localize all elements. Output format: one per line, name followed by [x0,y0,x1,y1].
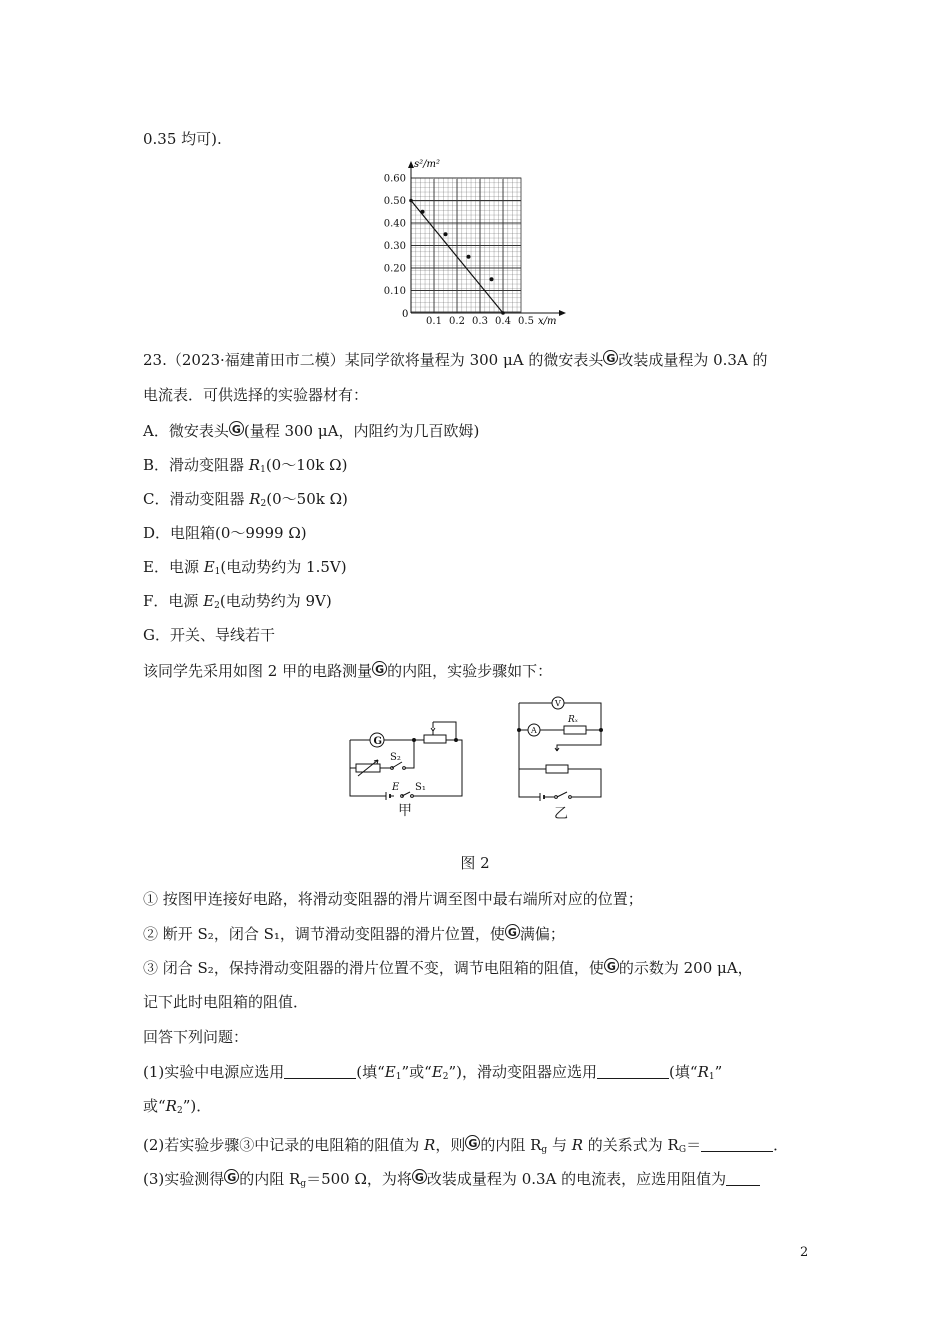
switch-s2-label: S₂ [390,752,401,763]
intro-text: 该同学先采用如图 2 甲的电路测量 [143,662,373,680]
galvanometer-icon: G [229,421,244,436]
y-tick-label: 0.40 [383,218,406,230]
part-3 [143,1169,760,1194]
x-tick-label: 0.2 [449,316,465,327]
option-c [143,489,348,514]
option-e-spec: (电动势约为 1.5V) [220,558,347,576]
part-1-text-e: (填“ [669,1063,698,1081]
part-3-sub: g [300,1179,307,1189]
option-e-var: E [203,558,215,576]
galvanometer-icon: G [604,958,619,973]
part-2-text-g: ． [773,1136,789,1154]
part-1-sub-4: 2 [176,1106,183,1116]
galvanometer-icon: G [372,661,387,676]
step-3-text-2: 的示数为 200 μA， [618,959,753,977]
y-tick-label: 0.60 [383,173,406,185]
x-tick-label: 0.5 [518,316,534,327]
part-1-sub-1: 1 [395,1072,402,1082]
rheostat-yi [546,765,568,773]
circuit-diagram-jia [340,712,475,804]
option-f-text: F．电源 [143,592,204,610]
emf-label: E [392,782,400,793]
x-axis-arrow [559,310,566,316]
galvanometer-icon: G [603,350,618,365]
resistor-rx [564,726,586,734]
step-3-line2: 记下此时电阻箱的阻值． [143,993,309,1011]
data-point [467,255,471,259]
q23-header [143,350,768,370]
part-1-var-e2: E [431,1063,443,1081]
part-1-line2-text-b: ”)． [182,1097,212,1115]
x-tick-label: 0.4 [495,316,511,327]
intercept-point [501,311,505,315]
step-1: ① 按图甲连接好电路，将滑动变阻器的滑片调至图中最右端所对应的位置； [143,890,643,908]
answer-blank-2[interactable] [597,1064,669,1079]
x-tick-label: 0.1 [426,316,442,327]
part-2-text-c: 的内阻 R [480,1136,542,1154]
part-2-text-b: ，则 [435,1136,466,1154]
option-e-text: E．电源 [143,558,204,576]
switch-s1-label: S₁ [415,782,426,793]
galvanometer-letter: G [373,736,383,747]
part-1-text-b: (填“ [356,1063,385,1081]
step-3 [143,958,753,978]
step-2 [143,924,565,944]
part-1-text: (1)实验中电源应选用 [143,1063,285,1081]
part-1-line2-text: 或“ [143,1097,166,1115]
part-1-var-e1: E [384,1063,396,1081]
s2-x-chart [370,158,570,330]
rheostat [424,735,446,743]
part-2-sub: g [541,1145,548,1155]
option-f-sub: 2 [214,601,220,611]
part-2-text: (2)若实验步骤③中记录的电阻箱的阻值为 [143,1136,425,1154]
part-2 [143,1135,788,1160]
option-e-sub: 1 [214,567,221,577]
ammeter-letter: A [531,726,537,735]
part-1-text-f: ” [714,1063,723,1081]
option-b-var: R [248,456,261,474]
q23-header-line2: 电流表．可供选择的实验器材有： [143,386,369,404]
intercept-point [409,199,413,203]
option-g: G．开关、导线若干 [143,626,275,644]
option-c-range: (0～50k Ω) [266,490,348,508]
part-2-text-d: 与 [547,1136,572,1154]
galvanometer-icon: G [412,1169,427,1184]
data-point [421,210,425,214]
option-b [143,455,347,480]
part-1-text-d: ”)，滑动变阻器应选用 [448,1063,598,1081]
q23-header-text-2: 改装成量程为 0.3A 的 [618,351,768,369]
galvanometer-icon: G [505,924,520,939]
part-2-var-r: R [424,1136,436,1154]
option-d: D．电阻箱(0～9999 Ω) [143,524,307,542]
part-2-text-f: ＝ [686,1136,702,1154]
part-3-text-b: 的内阻 R [239,1170,301,1188]
option-b-sub: 1 [260,465,266,475]
option-b-range: (0～10k Ω) [265,456,348,474]
option-e [143,557,347,582]
option-f [143,591,332,616]
part-1-var-r2: R [165,1097,177,1115]
resistor-rx-label: Rₓ [568,715,578,725]
part-1-line2 [143,1096,211,1121]
option-c-var: R [249,490,261,508]
figure-jia-label: 甲 [398,803,412,819]
option-a [143,421,479,441]
y-tick-label: 0.10 [383,286,406,297]
part-1-var-r1: R [697,1063,709,1081]
option-f-var: E [203,592,215,610]
figure-caption: 图 2 [460,854,490,872]
answer-blank-3[interactable] [701,1137,773,1152]
figure-yi-label: 乙 [554,806,568,822]
answer-blank-4[interactable] [726,1171,760,1186]
answer-intro: 回答下列问题： [143,1028,249,1046]
option-b-text: B．滑动变阻器 [143,456,249,474]
data-point [444,232,448,236]
part-3-text-d: 改装成量程为 0.3A 的电流表，应选用阻值为 [426,1170,727,1188]
voltmeter-letter: V [555,699,561,708]
option-c-sub: 2 [260,499,267,509]
y-tick-label: 0.30 [383,241,406,252]
intro-line [143,661,552,681]
answer-blank-1[interactable] [284,1064,356,1079]
data-point [490,277,494,281]
step-2-text-2: 满偏； [519,925,565,943]
chart-grid [411,178,521,312]
step-3-text: ③ 闭合 S₂，保持滑动变阻器的滑片位置不变，调节电阻箱的阻值，使 [143,959,604,977]
part-1-text-c: ”或“ [401,1063,432,1081]
option-a-text: A．微安表头 [143,422,229,440]
part-3-text-c: ＝500 Ω，为将 [306,1170,412,1188]
part-1-sub-2: 2 [442,1072,449,1082]
option-a-spec: (量程 300 μA，内阻约为几百欧姆) [243,422,480,440]
continuation-line: 0.35 均可). [143,130,222,148]
galvanometer-icon: G [224,1169,239,1184]
q23-header-text: 23.（2023·福建莆田市二模）某同学欲将量程为 300 μA 的微安表头 [143,351,604,369]
y-tick-label: 0.50 [383,196,406,207]
part-1-sub-3: 1 [708,1072,715,1082]
page-number: 2 [800,1245,809,1260]
option-f-spec: (电动势约为 9V) [219,592,332,610]
step-2-text: ② 断开 S₂，闭合 S₁，调节滑动变阻器的滑片位置，使 [143,925,505,943]
y-axis-label: s²/m² [414,159,441,170]
x-axis-label: x/m [538,316,557,327]
part-1 [143,1062,722,1087]
part-3-text: (3)实验测得 [143,1170,225,1188]
option-c-text: C．滑动变阻器 [143,490,250,508]
origin-label: 0 [402,309,409,320]
circuit-diagram-yi [512,693,612,803]
intro-text-2: 的内阻，实验步骤如下： [387,662,553,680]
galvanometer-icon: G [465,1135,480,1150]
part-2-sub-2: G [678,1145,687,1155]
x-tick-label: 0.3 [472,316,488,327]
part-2-text-e: 的关系式为 R [583,1136,679,1154]
y-tick-label: 0.20 [383,263,406,275]
part-2-var-r2: R [571,1136,584,1154]
